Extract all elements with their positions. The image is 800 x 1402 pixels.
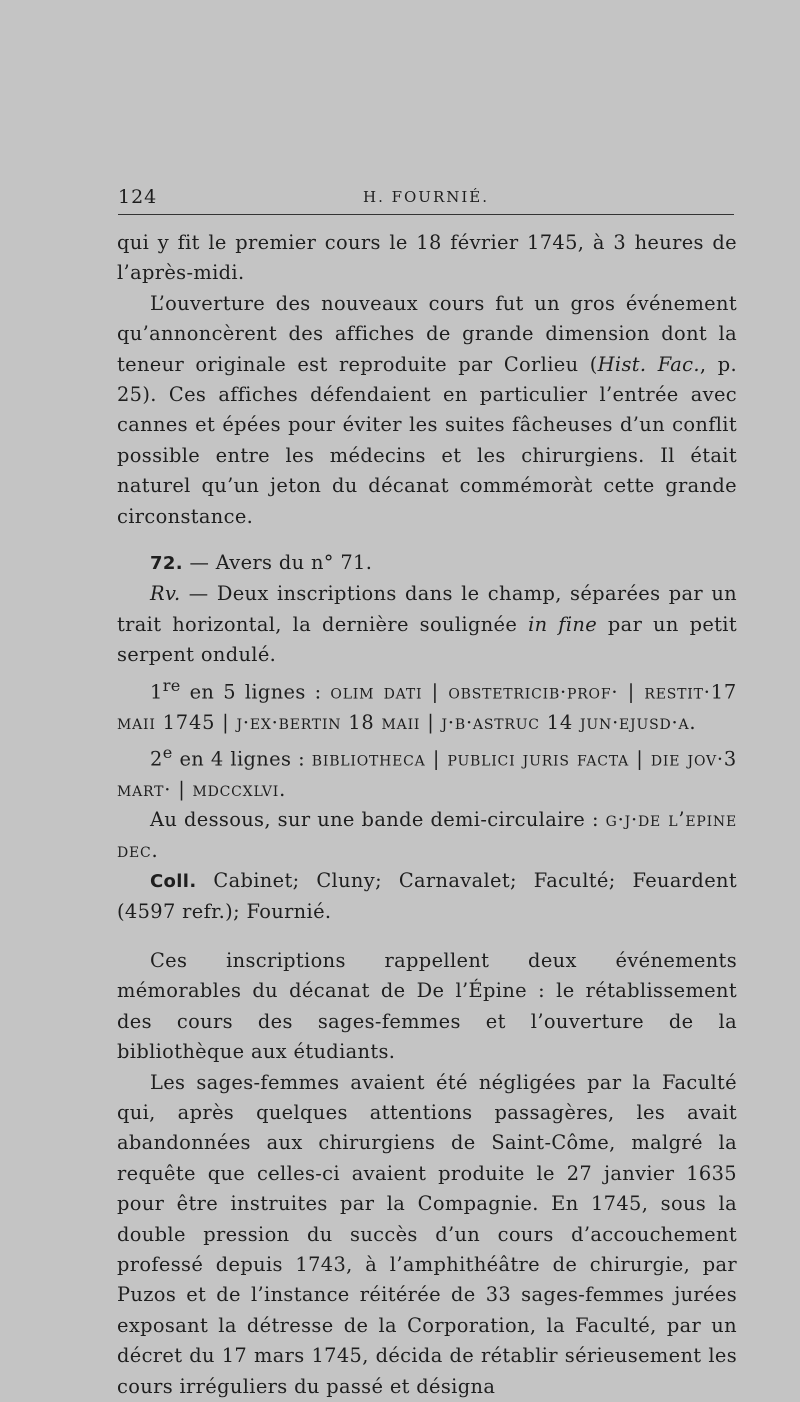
ordinal-suffix: re <box>162 675 181 695</box>
paragraph-text: — Deux inscriptions dans le champ, séparées par un trait horizontal, la dernière soulignée <box>117 582 738 636</box>
italic-phrase: in fine <box>528 612 598 636</box>
paragraph-text: , p. 25). Ces affiches défendaient en particulier l’entrée avec cannes et épées pour éviter les suites fâcheuses d’un conflit possible entre les médecins et les chirurgiens. Il était naturel qu’un jeton du décanat commémoràt cette grande circonstance. <box>117 352 737 528</box>
paragraph-continuation <box>117 228 737 289</box>
inscription-intro: en 4 lignes : <box>179 747 305 771</box>
ordinal-suffix: e <box>162 742 173 762</box>
inscription-second <box>117 738 737 805</box>
paragraph-text: par un petit serpent ondulé. <box>117 612 738 667</box>
ordinal: 2 <box>150 747 163 771</box>
reverse-label: Rv. <box>150 582 181 606</box>
entry-text: — Avers du n° 71. <box>189 551 373 575</box>
header-rule <box>118 214 734 215</box>
inscription-first <box>117 671 737 738</box>
reverse-description <box>117 579 737 670</box>
inscription-text: bibliotheca | publici juris facta | die jov·3 mart· | mdccxlvi. <box>117 747 738 801</box>
paragraph-inscriptions <box>117 946 737 1068</box>
citation-title: Hist. Fac. <box>597 352 700 376</box>
paragraph-text: L’ouverture des nouveaux cours fut un gros événement qu’annoncèrent des affiches de grande dimension dont la teneur originale est reproduite par Corlieu ( <box>117 291 737 376</box>
page-number: 124 <box>118 186 158 208</box>
inscription-text: olim dati | obstetricib·prof· | restit·17 maii 1745 | j·ex·bertin 18 maii | j·b·astruc 14 jun·ejusd·a. <box>117 680 738 734</box>
paragraph-sages-femmes <box>117 1068 737 1402</box>
inscription-text: g·j·de l’epine dec. <box>117 808 737 862</box>
collections <box>117 866 737 928</box>
entry-number: 72. <box>150 553 183 575</box>
page-header <box>118 186 734 214</box>
inscription-intro: Au dessous, sur une bande demi-circulaire : <box>150 808 599 832</box>
running-title: H. FOURNIÉ. <box>362 188 490 206</box>
paragraph-text: Ces inscriptions rappellent deux événements mémorables du décanat de De l’Épine : le rétablissement des cours des sages-femmes et l’ouverture de la bibliothèque aux étudiants. <box>117 948 737 1064</box>
collections-label: Coll. <box>150 871 197 893</box>
paragraph-text: Les sages-femmes avaient été négligées par la Faculté qui, après quelques attentions passagères, les avait abandonnées aux chirurgiens de Saint-Côme, malgré la requête que celles-ci avaient produite le 27 janvier 1635 pour être instruites par la Compagnie. En 1745, sous la double pression du succès d’un cours d’accouchement professé depuis 1743, à l’amphithéâtre de chirurgie, par Puzos et de l’instance réitérée de 33 sages-femmes jurées exposant la détresse de la Corporation, la Faculté, par un décret du 17 mars 1745, décida de rétablir sérieusement les cours irréguliers du passé et désigna <box>117 1070 737 1398</box>
inscription-band <box>117 805 737 866</box>
paragraph-ouverture <box>117 289 737 532</box>
inscription-intro: en 5 lignes : <box>189 680 322 704</box>
catalog-entry-heading <box>117 548 737 579</box>
collections-text: Cabinet; Cluny; Carnavalet; Faculté; Feuardent (4597 refr.); Fournié. <box>117 869 737 924</box>
paragraph-text: qui y fit le premier cours le 18 février 1745, à 3 heures de l’après-midi. <box>117 231 737 285</box>
ordinal: 1 <box>150 680 163 704</box>
page-body <box>117 228 737 1402</box>
